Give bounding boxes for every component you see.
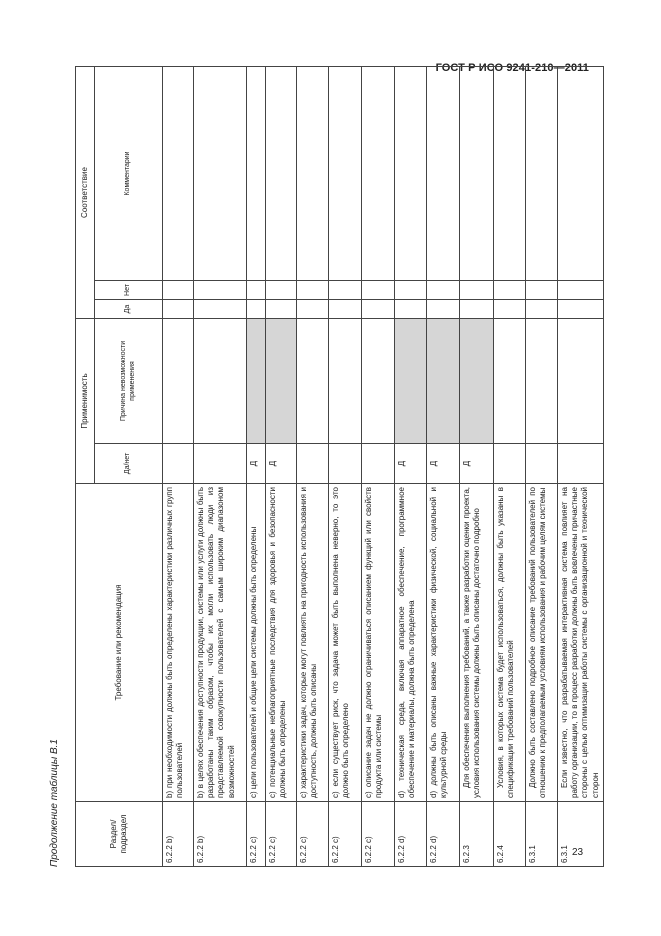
table-row (163, 66, 194, 866)
row-compliance-yes (329, 299, 362, 318)
table-row (494, 66, 526, 866)
row-comments (460, 66, 494, 280)
row-section: 6.2.2 d) (427, 802, 460, 867)
row-compliance-no (526, 280, 558, 299)
row-comments (329, 66, 362, 280)
row-requirement: Должно быть составлено подробное описание требований пользователей по отношению к предполагаемым условиям использования и рабочим целям системы (526, 484, 558, 802)
row-compliance-no (427, 280, 460, 299)
row-compliance-yes (163, 299, 194, 318)
row-compliance-no (163, 280, 194, 299)
requirements-table (75, 66, 604, 867)
row-requirement: c) потенциальные неблагоприятные последствия для здоровья и безопасности должны быть определены (266, 484, 297, 802)
row-section: 6.2.2 c) (247, 802, 266, 867)
row-applicability (494, 444, 526, 484)
header-yes: Да (95, 299, 163, 318)
row-reason (427, 318, 460, 443)
row-compliance-yes (460, 299, 494, 318)
row-applicability: Д (395, 444, 427, 484)
row-requirement: c) описание задач не должно ограничиваться описанием функций или свойств продукта или системы (362, 484, 395, 802)
table-row (362, 66, 395, 866)
row-compliance-yes (266, 299, 297, 318)
row-applicability (297, 444, 329, 484)
row-reason (247, 318, 266, 443)
row-applicability: Д (460, 444, 494, 484)
row-compliance-no (395, 280, 427, 299)
table-caption: Продолжение таблицы В.1 (49, 739, 60, 867)
header-reason: Причина невозможности применения (95, 318, 163, 443)
row-reason (395, 318, 427, 443)
row-section: 6.3.1 (558, 802, 604, 867)
row-requirement: d) техническая среда, включая аппаратное обеспечение, программное обеспечение и материалы, должна быть определена (395, 484, 427, 802)
row-comments (558, 66, 604, 280)
row-requirement: c) характеристики задач, которые могут повлиять на пригодность использования и доступность, должны быть описаны (297, 484, 329, 802)
row-reason (460, 318, 494, 443)
row-comments (297, 66, 329, 280)
row-compliance-yes (297, 299, 329, 318)
row-reason (194, 318, 247, 443)
header-applicability: Применимость (76, 318, 95, 483)
table-row (194, 66, 247, 866)
row-applicability (194, 444, 247, 484)
table-row (558, 66, 604, 866)
header-comments: Комментарии (95, 66, 163, 280)
row-compliance-yes (526, 299, 558, 318)
row-compliance-yes (427, 299, 460, 318)
table-row (297, 66, 329, 866)
row-applicability (558, 444, 604, 484)
row-compliance-yes (362, 299, 395, 318)
row-comments (526, 66, 558, 280)
row-reason (362, 318, 395, 443)
row-requirement: c) цели пользователей и общие цели системы должны быть определены (247, 484, 266, 802)
row-reason (526, 318, 558, 443)
row-requirement: d) должны быть описаны важные характеристики физической, социальной и культурной среды (427, 484, 460, 802)
row-comments (247, 66, 266, 280)
table-row (427, 66, 460, 866)
row-applicability (329, 444, 362, 484)
row-compliance-yes (494, 299, 526, 318)
row-applicability: Д (247, 444, 266, 484)
row-compliance-no (297, 280, 329, 299)
row-section: 6.2.2 c) (329, 802, 362, 867)
row-section: 6.2.2 c) (297, 802, 329, 867)
row-requirement: Условия, в которых система будет использоваться, должны быть указаны в спецификации требований пользователей (494, 484, 526, 802)
header-requirement: Требование или рекомендация (76, 484, 163, 802)
header-section: Раздел/ подраздел (76, 802, 163, 867)
row-section: 6.2.2 b) (194, 802, 247, 867)
table-row (526, 66, 558, 866)
table-row (329, 66, 362, 866)
row-requirement: Если известно, что разрабатываемая интерактивная система повлияет на работу организации, то в процесс разработки должны быть вовлечены причастные стороны с целью оптимизации работы системы с организационной и технической сторон (558, 484, 604, 802)
table-row (247, 66, 266, 866)
row-reason (266, 318, 297, 443)
row-comments (395, 66, 427, 280)
row-compliance-no (266, 280, 297, 299)
row-applicability (362, 444, 395, 484)
row-compliance-no (460, 280, 494, 299)
row-section: 6.2.4 (494, 802, 526, 867)
row-compliance-no (247, 280, 266, 299)
row-applicability (526, 444, 558, 484)
row-compliance-yes (395, 299, 427, 318)
row-comments (266, 66, 297, 280)
row-comments (194, 66, 247, 280)
row-reason (297, 318, 329, 443)
rotated-table-page (49, 67, 600, 867)
row-section: 6.2.3 (460, 802, 494, 867)
header-yes-no: Да/нет (95, 444, 163, 484)
row-compliance-no (194, 280, 247, 299)
row-comments (163, 66, 194, 280)
row-reason (163, 318, 194, 443)
row-requirement: c) если существует риск, что задача может быть выполнена неверно, то это должно быть определено (329, 484, 362, 802)
row-compliance-yes (194, 299, 247, 318)
row-applicability: Д (427, 444, 460, 484)
row-compliance-no (362, 280, 395, 299)
row-section: 6.2.2 d) (395, 802, 427, 867)
row-applicability (163, 444, 194, 484)
row-comments (362, 66, 395, 280)
header-compliance: Соответствие (76, 66, 95, 318)
row-requirement: b) при необходимости должны быть определены характеристики различных групп пользователей (163, 484, 194, 802)
row-section: 6.3.1 (526, 802, 558, 867)
row-requirement: b) в целях обеспечения доступности продукции, системы или услуги должны быть разработаны таким образом, чтобы их могли использовать люди из представляемой совокупности пользователей с самым широким диапазоном возможностей (194, 484, 247, 802)
row-compliance-no (494, 280, 526, 299)
row-applicability: Д (266, 444, 297, 484)
standard-designation: ГОСТ Р ИСО 9241-210—2011 (435, 62, 589, 74)
page-number: 23 (572, 847, 584, 858)
row-comments (427, 66, 460, 280)
row-requirement: Для обеспечения выполнения требований, а также разработки оценки проекта, условия использования системы должны быть описаны достаточно подробно (460, 484, 494, 802)
header-no: Нет (95, 280, 163, 299)
row-comments (494, 66, 526, 280)
row-compliance-yes (247, 299, 266, 318)
row-reason (494, 318, 526, 443)
row-reason (329, 318, 362, 443)
table-row (460, 66, 494, 866)
row-compliance-no (329, 280, 362, 299)
row-compliance-no (558, 280, 604, 299)
row-reason (558, 318, 604, 443)
row-section: 6.2.2 c) (362, 802, 395, 867)
row-section: 6.2.2 b) (163, 802, 194, 867)
row-section: 6.2.2 c) (266, 802, 297, 867)
table-row (395, 66, 427, 866)
table-row (266, 66, 297, 866)
row-compliance-yes (558, 299, 604, 318)
